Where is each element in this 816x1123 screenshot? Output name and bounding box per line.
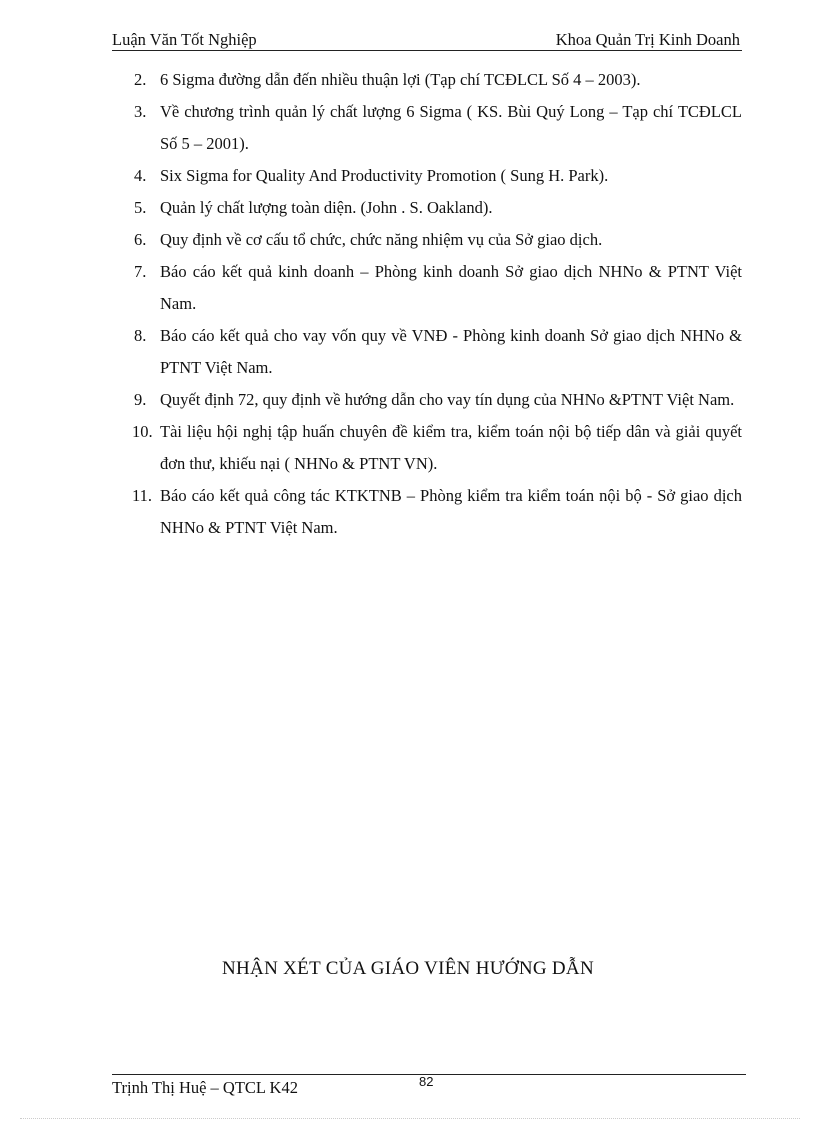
list-item-text: Báo cáo kết quả công tác KTKTNB – Phòng kiểm tra kiểm toán nội bộ - Sở giao dịch NHNo & PTNT Việt Nam. bbox=[160, 486, 742, 537]
list-item-number: 3. bbox=[134, 102, 147, 121]
reference-list bbox=[134, 64, 742, 544]
page-number: 82 bbox=[419, 1074, 434, 1089]
list-item-number: 10. bbox=[132, 422, 153, 441]
list-item-text: Về chương trình quản lý chất lượng 6 Sigma ( KS. Bùi Quý Long – Tạp chí TCĐLCL Số 5 – 2001). bbox=[160, 102, 742, 153]
list-item-text: Six Sigma for Quality And Productivity Promotion ( Sung H. Park). bbox=[160, 166, 609, 185]
list-item-number: 4. bbox=[134, 166, 147, 185]
page-footer bbox=[112, 1074, 746, 1099]
section-title: NHẬN XÉT CỦA GIÁO VIÊN HƯỚNG DẪN bbox=[222, 958, 594, 979]
list-item bbox=[134, 384, 742, 416]
list-item bbox=[134, 320, 742, 384]
header-thesis-title: Luận Văn Tốt Nghiệp bbox=[112, 30, 257, 49]
list-item-number: 6. bbox=[134, 230, 147, 249]
list-item-number: 7. bbox=[134, 262, 147, 281]
list-item bbox=[134, 480, 742, 544]
list-item bbox=[134, 224, 742, 256]
header-faculty: Khoa Quản Trị Kinh Doanh bbox=[555, 30, 740, 49]
list-item bbox=[134, 64, 742, 96]
list-item bbox=[134, 96, 742, 160]
list-item-text: Tài liệu hội nghị tập huấn chuyên đề kiểm tra, kiểm toán nội bộ tiếp dân và giải quyết đơn thư, khiếu nại ( NHNo & PTNT VN). bbox=[160, 422, 742, 473]
list-item-text: Quyết định 72, quy định về hướng dẫn cho vay tín dụng của NHNo &PTNT Việt Nam. bbox=[160, 390, 735, 409]
list-item-number: 5. bbox=[134, 198, 147, 217]
list-item-number: 9. bbox=[134, 390, 147, 409]
list-item bbox=[134, 256, 742, 320]
list-item-text: Quy định về cơ cấu tổ chức, chức năng nhiệm vụ của Sở giao dịch. bbox=[160, 230, 603, 249]
footer-author: Trịnh Thị Huệ – QTCL K42 bbox=[112, 1078, 298, 1097]
list-item-number: 8. bbox=[134, 326, 147, 345]
list-item-text: 6 Sigma đường dẫn đến nhiều thuận lợi (Tạp chí TCĐLCL Số 4 – 2003). bbox=[160, 70, 641, 89]
list-item-text: Quản lý chất lượng toàn diện. (John . S. Oakland). bbox=[160, 198, 493, 217]
list-item bbox=[134, 160, 742, 192]
list-item bbox=[134, 192, 742, 224]
list-item-text: Báo cáo kết quả cho vay vốn quy về VNĐ - Phòng kinh doanh Sở giao dịch NHNo & PTNT Việt Nam. bbox=[160, 326, 742, 377]
page-header bbox=[112, 30, 742, 51]
list-item bbox=[134, 416, 742, 480]
list-item-number: 2. bbox=[134, 70, 147, 89]
list-item-number: 11. bbox=[132, 486, 153, 505]
page-edge-divider bbox=[20, 1118, 800, 1119]
list-item-text: Báo cáo kết quả kinh doanh – Phòng kinh doanh Sở giao dịch NHNo & PTNT Việt Nam. bbox=[160, 262, 742, 313]
